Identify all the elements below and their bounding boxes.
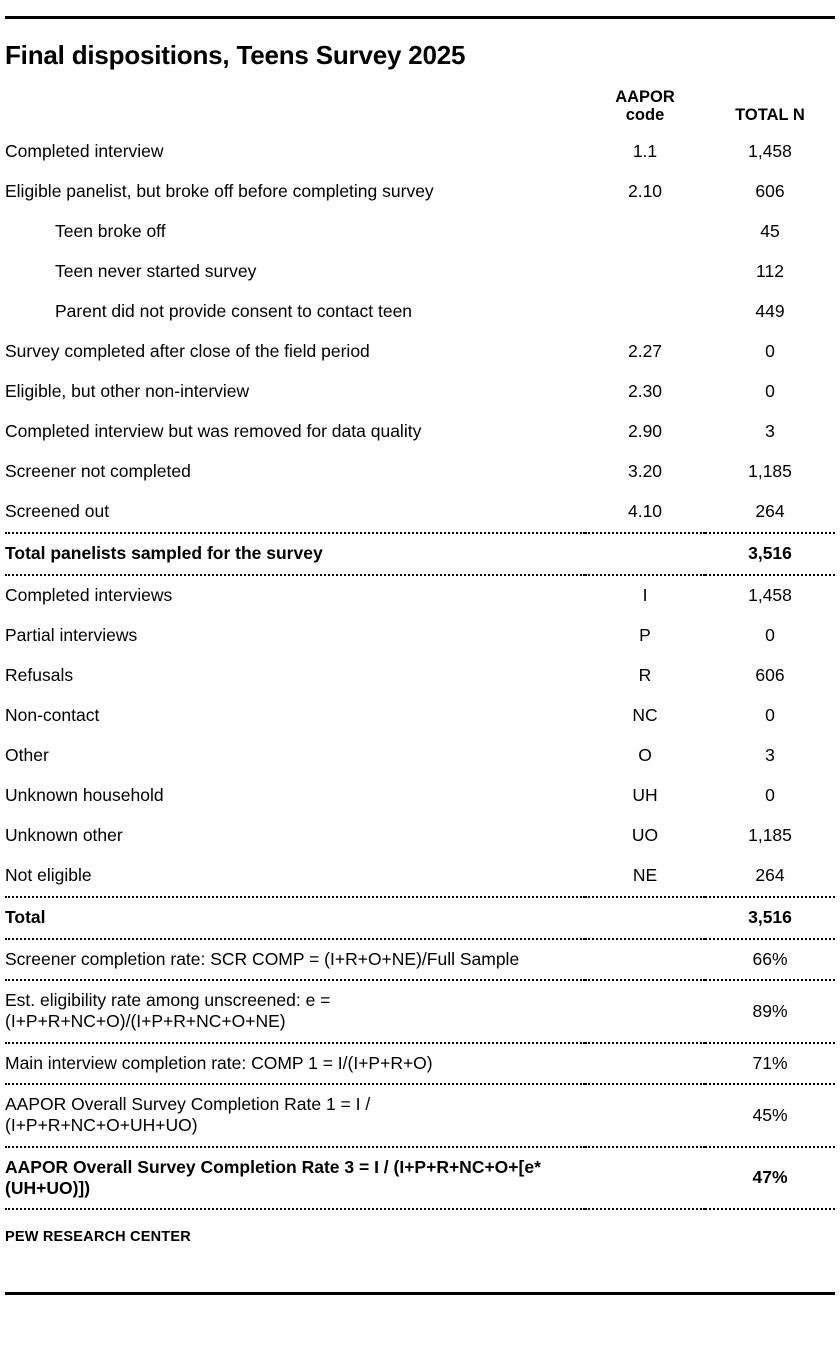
column-header-total-n: TOTAL N: [735, 106, 805, 125]
row-label: AAPOR Overall Survey Completion Rate 3 = I / (I+P+R+NC+O+[e*(UH+UO)]): [5, 1147, 585, 1210]
table-row: [5, 1084, 835, 1147]
row-total-n: 66%: [705, 939, 835, 980]
row-total-n: 89%: [705, 980, 835, 1043]
row-aapor-code: 3.20: [627, 461, 663, 482]
table-row: [5, 736, 835, 776]
top-rule: [5, 16, 835, 19]
row-total-n: 45%: [705, 1084, 835, 1147]
table-row: [5, 172, 835, 212]
row-total-n: 3,516: [705, 897, 835, 939]
row-aapor-code: [585, 212, 705, 252]
row-total-n: 47%: [705, 1147, 835, 1210]
table-row: [5, 492, 835, 533]
row-aapor-code: UH: [632, 785, 658, 806]
row-aapor-code: [585, 897, 705, 939]
row-label: Est. eligibility rate among unscreened: e = (I+P+R+NC+O)/(I+P+R+NC+O+NE): [5, 980, 585, 1043]
row-aapor-code: [585, 252, 705, 292]
row-aapor-code: 2.90: [627, 421, 663, 442]
table-row: [5, 1043, 835, 1084]
table-row: [5, 856, 835, 897]
row-total-n: 449: [755, 301, 785, 322]
table-row: [5, 1147, 835, 1210]
row-aapor-code: I: [642, 585, 648, 606]
row-aapor-code: 4.10: [627, 501, 663, 522]
row-label: Non-contact: [5, 705, 100, 726]
row-label: Parent did not provide consent to contact teen: [55, 301, 413, 322]
table-row: [5, 575, 835, 616]
row-total-n: 3: [765, 745, 775, 766]
table-row: [5, 252, 835, 292]
table-row: [5, 533, 835, 575]
row-label: Completed interview: [5, 141, 164, 162]
row-aapor-code: NE: [632, 865, 658, 886]
row-label: Total panelists sampled for the survey: [5, 533, 585, 575]
table-row: [5, 656, 835, 696]
table-row: [5, 776, 835, 816]
row-aapor-code: NC: [632, 705, 658, 726]
row-aapor-code: UO: [631, 825, 659, 846]
table-row: [5, 696, 835, 736]
row-aapor-code: 2.10: [627, 181, 663, 202]
row-label: Unknown other: [5, 825, 123, 846]
row-total-n: 1,458: [748, 141, 792, 162]
row-label: Main interview completion rate: COMP 1 = I/(I+P+R+O): [5, 1043, 585, 1084]
row-total-n: 3: [765, 421, 775, 442]
aapor-code-line1: AAPOR: [615, 87, 675, 106]
row-label: Eligible, but other non-interview: [5, 381, 250, 402]
table-row: [5, 332, 835, 372]
table-row: [5, 939, 835, 980]
row-aapor-code: [585, 939, 705, 980]
row-label: Screener not completed: [5, 461, 191, 482]
row-label: Teen never started survey: [55, 261, 257, 282]
table-page: [0, 16, 840, 1356]
row-aapor-code: [585, 1084, 705, 1147]
table-body: [5, 132, 835, 1210]
aapor-code-line2: code: [625, 106, 665, 125]
row-label: Partial interviews: [5, 625, 138, 646]
table-row: [5, 980, 835, 1043]
row-label: Total: [5, 897, 585, 939]
row-total-n: 0: [765, 625, 775, 646]
row-aapor-code: O: [638, 745, 652, 766]
row-total-n: 0: [765, 705, 775, 726]
table-row: [5, 132, 835, 172]
row-total-n: 264: [755, 501, 785, 522]
column-header-aapor-code: [585, 88, 705, 132]
table-row: [5, 372, 835, 412]
row-total-n: 0: [765, 341, 775, 362]
row-total-n: 45: [760, 221, 780, 242]
row-label: Refusals: [5, 665, 74, 686]
row-aapor-code: 2.27: [627, 341, 663, 362]
row-label: Completed interview but was removed for data quality: [5, 421, 422, 442]
row-total-n: 3,516: [705, 533, 835, 575]
header-row: [5, 88, 835, 132]
row-label: Screened out: [5, 501, 110, 522]
table-header: [5, 88, 835, 132]
row-label: Survey completed after close of the field period: [5, 341, 370, 362]
row-total-n: 606: [755, 181, 785, 202]
row-total-n: 0: [765, 381, 775, 402]
row-total-n: 0: [765, 785, 775, 806]
source-footer: PEW RESEARCH CENTER: [5, 1229, 191, 1246]
row-label: Eligible panelist, but broke off before completing survey: [5, 181, 434, 202]
row-aapor-code: 1.1: [632, 141, 658, 162]
row-label: Not eligible: [5, 865, 92, 886]
row-aapor-code: [585, 292, 705, 332]
row-total-n: 1,185: [748, 825, 792, 846]
row-aapor-code: [585, 1147, 705, 1210]
row-total-n: 264: [755, 865, 785, 886]
table-row: [5, 412, 835, 452]
table-row: [5, 816, 835, 856]
row-total-n: 71%: [705, 1043, 835, 1084]
dispositions-table: [5, 88, 835, 1211]
bottom-rule: [5, 1292, 835, 1295]
row-aapor-code: [585, 980, 705, 1043]
table-row: [5, 212, 835, 252]
row-label: Screener completion rate: SCR COMP = (I+R+O+NE)/Full Sample: [5, 939, 585, 980]
row-aapor-code: P: [639, 625, 651, 646]
row-label: AAPOR Overall Survey Completion Rate 1 = I / (I+P+R+NC+O+UH+UO): [5, 1084, 585, 1147]
row-aapor-code: R: [638, 665, 652, 686]
row-label: Completed interviews: [5, 585, 173, 606]
table-row: [5, 292, 835, 332]
row-label: Teen broke off: [55, 221, 166, 242]
row-total-n: 606: [755, 665, 785, 686]
table-row: [5, 452, 835, 492]
row-total-n: 1,185: [748, 461, 792, 482]
row-label: Other: [5, 745, 49, 766]
page-title: Final dispositions, Teens Survey 2025: [5, 40, 466, 70]
row-aapor-code: 2.30: [627, 381, 663, 402]
row-aapor-code: [585, 1043, 705, 1084]
column-header-label: [5, 88, 585, 132]
table-row: [5, 897, 835, 939]
row-total-n: 112: [756, 261, 784, 282]
row-aapor-code: [585, 533, 705, 575]
row-total-n: 1,458: [748, 585, 792, 606]
table-row: [5, 616, 835, 656]
row-label: Unknown household: [5, 785, 164, 806]
